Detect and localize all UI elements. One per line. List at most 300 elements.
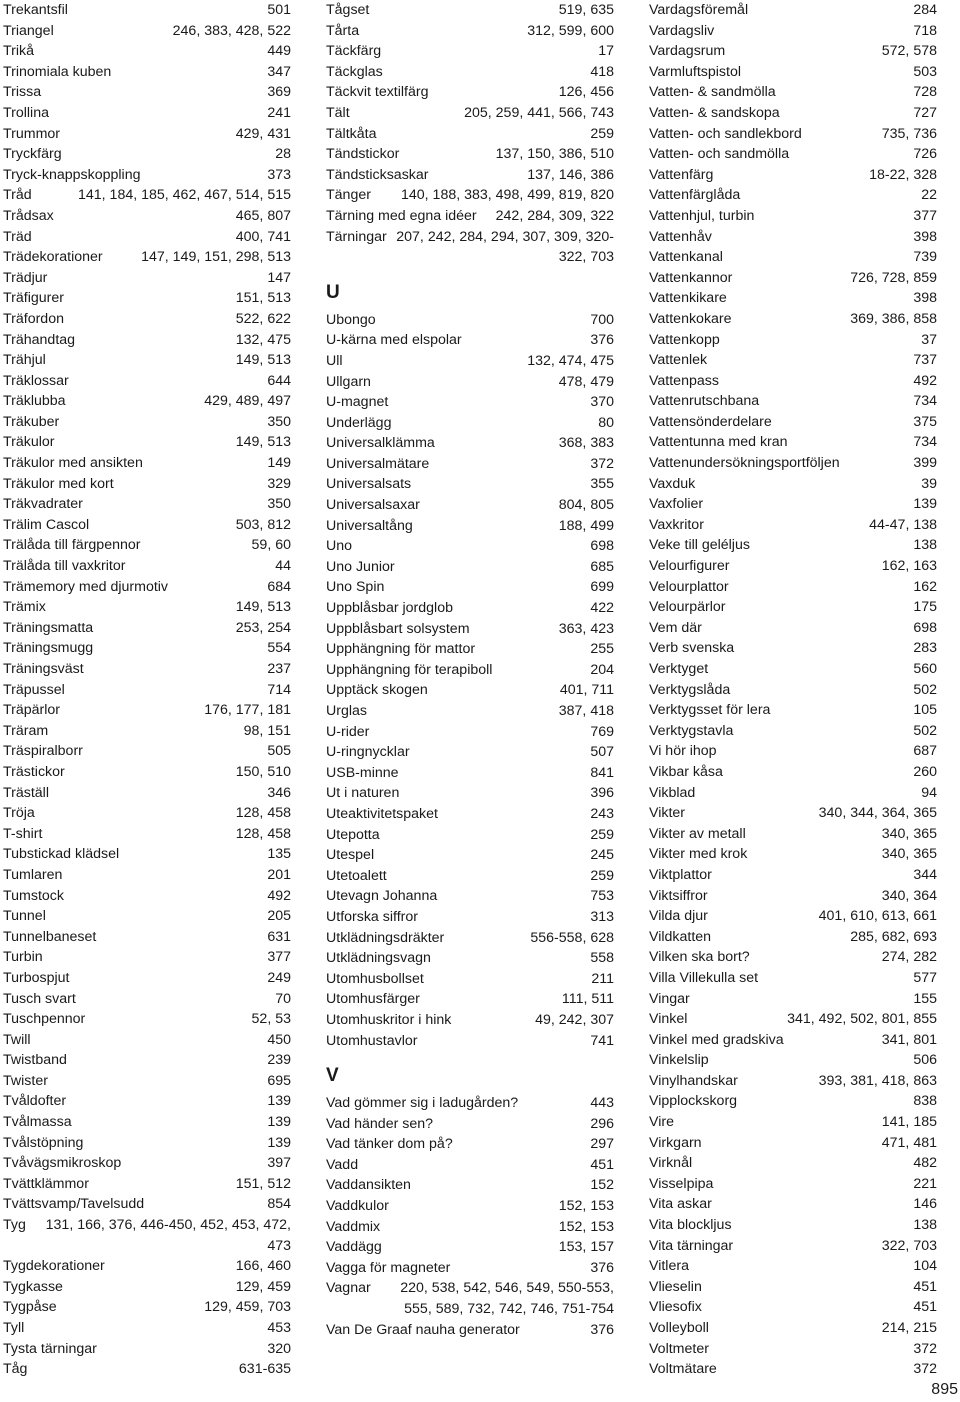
index-entry [3,1071,291,1092]
index-pages: 443 [590,1095,614,1112]
index-entry [3,844,291,865]
index-term: Trämix [3,599,46,616]
index-pages: 166, 460 [235,1258,291,1275]
index-entry [649,268,937,289]
index-pages: 49, 242, 307 [535,1011,614,1028]
index-pages: 211 [591,970,614,987]
index-entry [326,0,614,21]
index-entry [326,948,614,969]
index-term: Vatten- och sandlekbord [649,125,802,142]
index-term: T-shirt [3,825,43,842]
index-entry [326,989,614,1010]
index-term: Tvålmassa [3,1114,72,1131]
index-pages: 111, 511 [561,991,614,1008]
index-term: Uno [326,538,353,555]
index-pages: 502 [913,722,937,739]
index-entry [649,906,937,927]
index-entry [3,1277,291,1298]
index-entry [649,597,937,618]
index-term: Vattenlek [649,352,708,369]
index-term: Vattenkikare [649,290,727,307]
index-term: Träspiralborr [3,743,83,760]
index-entry [3,638,291,659]
index-term: Tvåvägsmikroskop [3,1155,122,1172]
index-term: Universalsats [326,476,412,493]
index-term: Uno Junior [326,558,395,575]
index-pages: 147 [267,269,291,286]
index-entry [326,62,614,83]
index-term: Velourfigurer [649,558,730,575]
index-entry [649,844,937,865]
index-term: U-magnet [326,394,389,411]
index-term: U-rider [326,723,370,740]
index-term: Vi hör ihop [649,743,717,760]
index-pages: 162 [913,578,937,595]
index-term: Trämemory med djurmotiv [3,578,169,595]
index-pages: 355 [590,476,614,493]
index-term: Vaxduk [649,475,696,492]
index-entry [649,1359,937,1380]
index-term: Utevagn Johanna [326,888,438,905]
index-pages: 741 [590,1032,614,1049]
index-pages: 501 [267,2,291,18]
index-entry [649,247,937,268]
index-pages: 685 [590,558,614,575]
index-pages: 451 [913,1278,937,1295]
index-term: Vad tänker dom på? [326,1136,453,1153]
index-pages: 137, 150, 386, 510 [495,146,614,163]
index-entry [326,82,614,103]
index-entry [3,1112,291,1133]
index-term: Vardagsrum [649,43,726,60]
index-pages: 350 [267,496,291,513]
index-pages: 450 [267,1031,291,1048]
index-entry [3,350,291,371]
index-term: Voltmeter [649,1340,709,1357]
index-pages: 503, 812 [235,516,291,533]
index-entry [3,659,291,680]
index-term: Tältkåta [326,125,377,142]
index-term: Vattenfärglåda [649,187,741,204]
index-term: Verb svenska [649,640,735,657]
index-pages: 283 [913,640,937,657]
index-entry [649,41,937,62]
index-pages: 478, 479 [558,373,614,390]
index-pages: 347 [267,63,291,80]
index-pages: 376 [590,332,614,349]
index-pages: 151, 512 [235,1175,291,1192]
index-entry [326,619,614,640]
index-entry [3,1153,291,1174]
index-pages: 369 [267,84,291,101]
index-pages: 377 [267,949,291,966]
index-term: Tändstickor [326,146,400,163]
index-pages: 44 [275,558,291,575]
index-entry [326,1134,614,1155]
index-pages: 507 [590,744,614,761]
index-entry [326,165,614,186]
index-term: Täckfärg [326,43,382,60]
index-pages: 135 [267,846,291,863]
index-term: Upphängning för mattor [326,641,476,658]
index-term: Vilda djur [649,908,708,925]
index-entry [649,1215,937,1236]
index-entry [649,391,937,412]
index-entry [3,1050,291,1071]
index-pages: 243 [590,805,614,822]
index-entry [649,144,937,165]
index-entry [649,618,937,639]
index-entry [326,1320,614,1341]
index-term: Vikter med krok [649,846,748,863]
index-entry [649,1133,937,1154]
index-pages: 175 [913,599,937,616]
index-pages: 854 [267,1196,291,1213]
index-pages: 242, 284, 309, 322 [495,207,614,224]
index-term: Universalklämma [326,435,435,452]
index-term: Vardagsliv [649,22,715,39]
index-entry [649,824,937,845]
index-entry [326,185,614,206]
index-pages: 132, 474, 475 [527,352,614,369]
index-term: Vagnar [326,1280,371,1297]
index-entry [326,701,614,722]
index-term: Tvättklämmor [3,1175,89,1192]
index-term: Trådsax [3,207,54,224]
index-entry [3,597,291,618]
index-entry [649,165,937,186]
index-pages: 139 [267,1134,291,1151]
index-pages: 341, 801 [881,1031,937,1048]
index-entry [3,412,291,433]
index-pages: 376 [590,1259,614,1276]
index-entry [326,413,614,434]
index-entry [649,350,937,371]
index-term: Utomhustavlor [326,1032,418,1049]
index-pages: 137, 146, 386 [527,166,614,183]
index-term: Trekantsfil [3,2,68,18]
index-entry [326,1278,614,1319]
index-pages: 684 [267,578,291,595]
index-pages: 400, 741 [235,228,291,245]
index-pages: 344 [913,866,937,883]
index-pages: 153, 157 [558,1239,614,1256]
index-entry [3,886,291,907]
index-pages: 152 [590,1177,614,1194]
index-term: Upptäck skogen [326,682,428,699]
index-pages: 138 [913,1217,937,1234]
index-entry [649,103,937,124]
index-pages: 313 [590,908,614,925]
index-term: Träkulor med ansikten [3,455,143,472]
index-term: Utklädningsdräkter [326,929,445,946]
index-pages: 188, 499 [558,517,614,534]
index-entry [3,927,291,948]
index-entry [649,1030,937,1051]
index-term: Träkvadrater [3,496,83,513]
index-term: Tuschpennor [3,1011,86,1028]
index-pages: 698 [913,619,937,636]
index-entry [3,741,291,762]
index-entry [326,454,614,475]
index-entry [3,721,291,742]
index-entry [3,124,291,145]
index-term: Ullgarn [326,373,371,390]
index-entry [326,392,614,413]
index-term: Vikbar kåsa [649,763,723,780]
index-term: Vattentunna med kran [649,434,788,451]
index-entry [3,1091,291,1112]
index-pages: 399 [913,455,937,472]
index-entry [326,1093,614,1114]
index-term: Tygpåse [3,1299,57,1316]
index-pages: 249 [267,969,291,986]
index-term: Ut i naturen [326,785,400,802]
index-entry [326,206,614,227]
index-pages: 735, 736 [881,125,937,142]
section-heading: U [326,281,340,303]
index-pages: 52, 53 [251,1011,291,1028]
index-pages: 214, 215 [881,1320,937,1336]
index-entry [326,1258,614,1279]
index-entry [326,577,614,598]
index-entry [649,185,937,206]
index-entry [326,1114,614,1135]
index-column-2 [326,0,614,1340]
index-term: Träningsmugg [3,640,94,657]
index-term: Tröja [3,805,35,822]
index-pages: 451 [913,1299,937,1316]
index-pages: 141, 184, 185, 462, 467, 514, 515 [78,187,291,204]
index-term: Turbospjut [3,969,70,986]
index-entry [649,886,937,907]
index-entry [3,268,291,289]
index-entry [326,680,614,701]
index-entry [3,947,291,968]
index-pages: 176, 177, 181 [204,702,291,719]
index-term: Veke till geléljus [649,537,750,554]
index-pages: 373 [267,166,291,183]
index-term: Vad gömmer sig i ladugården? [326,1095,519,1112]
index-entry [649,515,937,536]
index-term: Vaxkritor [649,516,704,533]
index-pages: 146 [913,1196,937,1213]
index-pages: 519, 635 [558,2,614,18]
index-pages: 17 [598,43,614,60]
index-pages: 245 [590,847,614,864]
index-pages: 560 [913,661,937,677]
index-entry [326,536,614,557]
index-entry [649,288,937,309]
index-pages: 341, 492, 502, 801, 855 [787,1011,937,1028]
index-term: Vatten- & sandmölla [649,84,776,101]
index-entry [3,0,291,21]
index-pages: 94 [921,784,937,801]
index-pages: 205, 259, 441, 566, 743 [464,104,614,121]
index-entry [3,391,291,412]
index-entry [3,1359,291,1380]
index-pages: 140, 188, 383, 498, 499, 819, 820 [401,187,614,204]
index-term: Vipplockskorg [649,1093,738,1110]
index-pages: 149, 513 [235,434,291,451]
index-entry [3,330,291,351]
index-pages: 22 [921,187,937,204]
index-term: Uppblåsbar jordglob [326,600,453,617]
index-entry [326,495,614,516]
index-entry [3,535,291,556]
index-entry [649,1153,937,1174]
index-pages: 449 [267,43,291,60]
index-term: Universaltång [326,517,413,534]
index-term: Träkulor [3,434,55,451]
index-entry [3,453,291,474]
index-term: Träfordon [3,310,64,327]
index-pages: 398 [913,228,937,245]
index-term: Täckglas [326,63,383,80]
index-pages: 138 [913,537,937,554]
index-pages: 644 [267,372,291,389]
index-term: Trädjur [3,269,48,286]
index-entry [326,1217,614,1238]
index-entry [649,412,937,433]
index-term: Vikter av metall [649,825,746,842]
index-entry [326,804,614,825]
index-term: Universalmätare [326,455,430,472]
index-term: Trollina [3,104,49,121]
index-pages: 734 [913,434,937,451]
index-pages: 162, 163 [881,558,937,575]
index-pages: 37 [921,331,937,348]
index-term: Ubongo [326,311,376,328]
index-entry [649,927,937,948]
index-pages: 340, 344, 364, 365 [818,805,937,822]
page-number: 895 [931,1381,958,1398]
index-entry [649,947,937,968]
index-term: Tvåldofter [3,1093,67,1110]
index-term: Vaxfolier [649,496,704,513]
index-term: Vikter [649,805,686,822]
index-term: Trälim Cascol [3,516,90,533]
index-entry [3,227,291,248]
index-pages: 297 [590,1136,614,1153]
index-term: Vagga för magneter [326,1259,451,1276]
index-entry [3,185,291,206]
index-term: Tunnel [3,908,46,925]
index-column-3 [649,0,937,1380]
index-entry [649,371,937,392]
index-entry [326,742,614,763]
index-pages: 104 [913,1258,937,1275]
index-term: Velourplattor [649,578,729,595]
index-entry [3,474,291,495]
index-pages: 239 [267,1052,291,1069]
index-pages: 769 [590,723,614,740]
index-entry [3,865,291,886]
index-term: USB-minne [326,764,399,781]
index-pages: 28 [275,146,291,163]
index-pages: 372 [590,455,614,472]
index-entry [649,968,937,989]
index-pages: 237 [267,661,291,677]
index-term: Villa Villekulla set [649,969,759,986]
index-term: Vitlera [649,1258,689,1275]
index-pages: 377 [913,207,937,224]
index-term: Tåg [3,1361,28,1378]
index-pages: 728 [913,84,937,101]
index-entry [326,969,614,990]
index-term: Utepotta [326,826,380,843]
index-entry [649,989,937,1010]
index-term: Utforska siffror [326,908,418,925]
index-pages: 128, 458 [235,805,291,822]
index-entry [3,62,291,83]
index-pages: 695 [267,1072,291,1089]
index-term: Tändsticksaskar [326,166,429,183]
index-entry [3,700,291,721]
index-term: Tyll [3,1320,25,1336]
index-pages: 397 [267,1155,291,1172]
index-pages: 714 [267,681,291,698]
index-pages: 369, 386, 858 [850,310,937,327]
index-entry [326,639,614,660]
index-pages: 422 [590,600,614,617]
index-entry [649,309,937,330]
index-pages: 700 [590,311,614,328]
index-term: Ull [326,352,343,369]
index-entry [3,494,291,515]
index-entry [3,824,291,845]
index-term: Urglas [326,703,367,719]
index-entry [326,1196,614,1217]
index-term: Tryck-knappskoppling [3,166,141,183]
index-pages: 220, 538, 542, 546, 549, 550-553, 555, 589, 732, 742, 746, 751-754 [400,1280,614,1318]
index-entry [649,1091,937,1112]
index-pages: 246, 383, 428, 522 [172,22,291,39]
index-entry [649,206,937,227]
index-entry [3,556,291,577]
index-term: U-ringnycklar [326,744,410,761]
index-term: Täckvit textilfärg [326,84,429,101]
index-term: Vinylhandskar [649,1072,738,1089]
index-entry [649,1174,937,1195]
index-pages: 401, 711 [559,682,614,699]
index-entry [649,1112,937,1133]
index-pages: 698 [590,538,614,555]
index-entry [649,577,937,598]
index-entry [649,1256,937,1277]
index-entry [326,144,614,165]
index-entry [649,535,937,556]
index-pages: 340, 365 [881,825,937,842]
index-entry [649,659,937,680]
index-term: Voltmätare [649,1361,717,1378]
index-entry [326,330,614,351]
index-term: Tärningar [326,228,387,245]
index-term: Trissa [3,84,42,101]
index-entry [649,638,937,659]
index-pages: 465, 807 [235,207,291,224]
index-pages: 841 [590,764,614,781]
index-entry [326,886,614,907]
index-entry [3,206,291,227]
index-entry [649,82,937,103]
index-term: Uno Spin [326,579,385,596]
index-entry [649,1297,937,1318]
index-entry [3,515,291,536]
index-pages: 375 [913,413,937,430]
index-entry [649,453,937,474]
index-term: Vattenhjul, turbin [649,207,755,224]
